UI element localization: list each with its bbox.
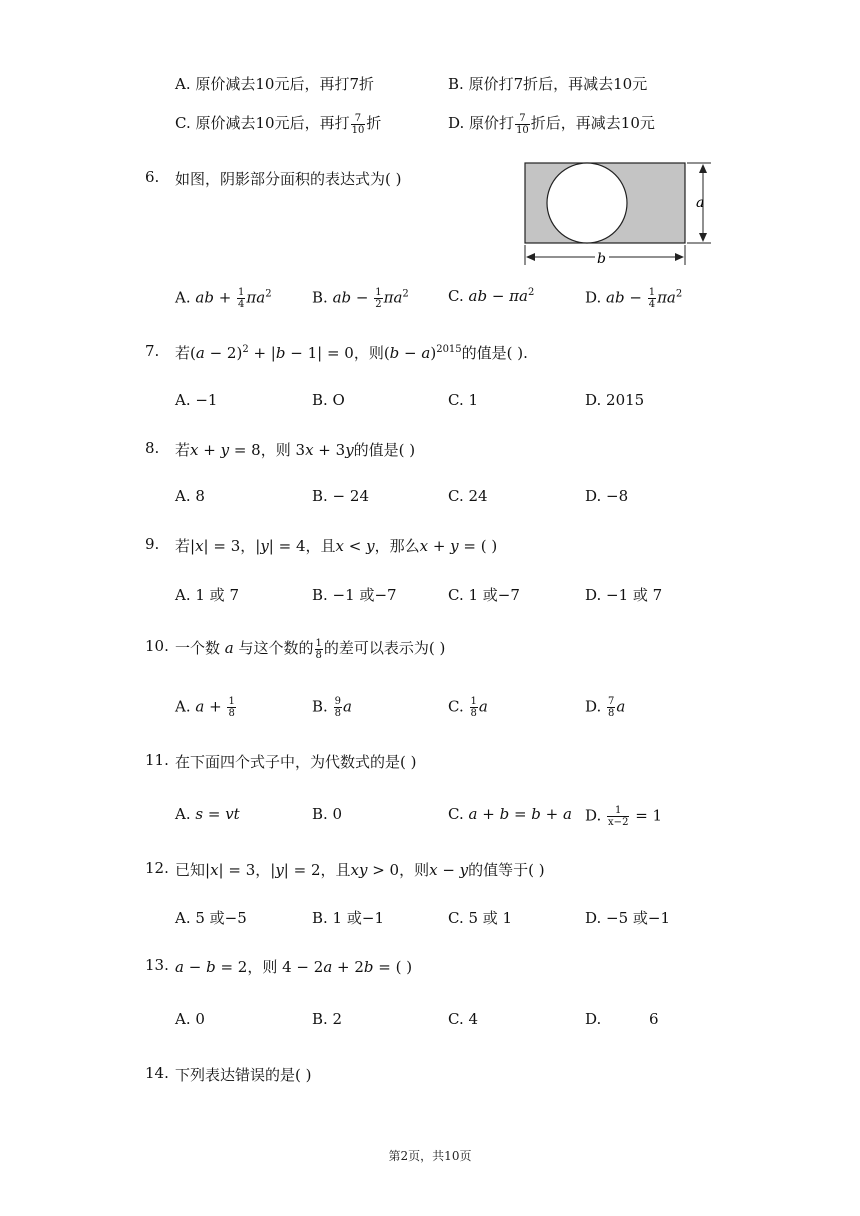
q8-stem: 若x + y = 8，则 3x + 3y的值是( ) — [175, 441, 416, 459]
q5-option-b: B. 原价打7折后，再减去10元 — [448, 75, 648, 93]
q6-option-a: A. ab + $\frac{1}{4}$ $\pi a^2$ — [175, 287, 272, 310]
q10-stem: 一个数 a 与这个数的 $\frac{1}{8}$ 的差可以表示为( ) — [175, 637, 446, 661]
fig-label-b: b — [597, 251, 606, 267]
q13-option-c: C. 4 — [448, 1010, 479, 1028]
q10-option-b: B. $\frac{9}{8}$ a — [312, 696, 352, 719]
q7-option-c: C. 1 — [448, 391, 479, 409]
q6-number: 6. — [145, 168, 160, 186]
q8-number: 8. — [145, 439, 160, 457]
q7-number: 7. — [145, 342, 160, 360]
q8-option-d: D. −8 — [585, 487, 629, 505]
q6-stem: 如图，阴影部分面积的表达式为( ) — [175, 170, 402, 188]
q10-number: 10. — [145, 637, 169, 655]
q10-option-c: C. $\frac{1}{8}$ a — [448, 696, 488, 719]
q10-option-d: D. $\frac{7}{8}$ a — [585, 696, 626, 719]
q13-option-b: B. 2 — [312, 1010, 343, 1028]
q8-option-a: A. 8 — [175, 487, 205, 505]
q11-option-d: D. $\frac{1}{x-2}$ = 1 — [585, 805, 663, 828]
q7-stem: 若$(a - 2)^2 + |b - 1| = 0$，则$(b - a)^{2015}$的值是( ). — [175, 344, 528, 362]
q8-option-b: B. − 24 — [312, 487, 369, 505]
q9-option-b: B. −1 或−7 — [312, 586, 397, 604]
q12-option-c: C. 5 或 1 — [448, 909, 513, 927]
q5-option-d: D. 原价打 $\frac{7}{10}$ 折后，再减去10元 — [448, 112, 655, 136]
q5-option-c: C. 原价减去10元后，再打 $\frac{7}{10}$ 折 — [175, 112, 382, 136]
q11-option-c: C. a + b = b + a — [448, 805, 572, 823]
q11-number: 11. — [145, 751, 169, 769]
q14-stem: 下列表达错误的是( ) — [175, 1066, 312, 1084]
q14-number: 14. — [145, 1064, 169, 1082]
q6-figure — [515, 155, 715, 270]
q12-stem: 已知|x| = 3，|y| = 2，且xy > 0，则x − y的值等于( ) — [175, 861, 545, 879]
q7-option-a: A. −1 — [175, 391, 218, 409]
fig-label-a: a — [696, 195, 705, 211]
q7-option-b: B. O — [312, 391, 345, 409]
q13-option-a: A. 0 — [175, 1010, 205, 1028]
q13-option-d: D. 6 — [585, 1010, 659, 1028]
page-footer: 第2页，共10页 — [388, 1149, 472, 1163]
q12-option-b: B. 1 或−1 — [312, 909, 384, 927]
q9-option-d: D. −1 或 7 — [585, 586, 663, 604]
q9-option-c: C. 1 或−7 — [448, 586, 520, 604]
q7-option-d: D. 2015 — [585, 391, 645, 409]
q13-stem: a − b = 2，则 4 − 2a + 2b = ( ) — [175, 958, 413, 976]
q6-option-b: B. ab − $\frac{1}{2}$ $\pi a^2$ — [312, 287, 409, 310]
q12-number: 12. — [145, 859, 169, 877]
q9-number: 9. — [145, 535, 160, 553]
q8-option-c: C. 24 — [448, 487, 488, 505]
q11-option-a: A. s = vt — [175, 805, 240, 823]
white-circle — [547, 163, 627, 243]
q11-option-b: B. 0 — [312, 805, 343, 823]
q13-number: 13. — [145, 956, 169, 974]
q12-option-d: D. −5 或−1 — [585, 909, 671, 927]
q6-option-d: D. ab − $\frac{1}{4}$ $\pi a^2$ — [585, 287, 683, 310]
q6-option-c: C. ab − $\pi a^2$ — [448, 287, 535, 305]
q9-option-a: A. 1 或 7 — [175, 586, 239, 604]
q10-option-a: A. a + $\frac{1}{8}$ — [175, 696, 235, 719]
q5-option-a: A. 原价减去10元后，再打7折 — [175, 75, 375, 93]
q9-stem: 若|x| = 3，|y| = 4，且x < y，那么x + y = ( ) — [175, 537, 498, 555]
q11-stem: 在下面四个式子中，为代数式的是( ) — [175, 753, 417, 771]
q12-option-a: A. 5 或−5 — [175, 909, 247, 927]
